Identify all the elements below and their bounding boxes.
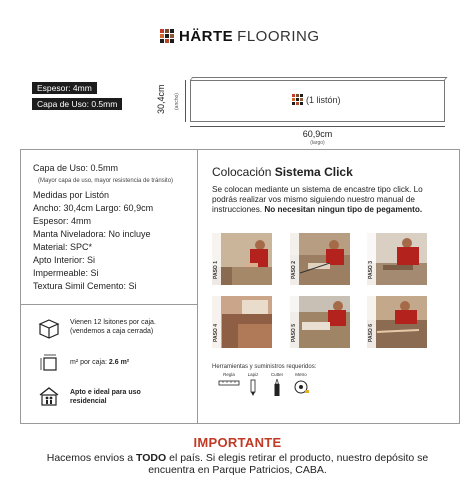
plank-label <box>292 94 341 105</box>
important-line1-pre: Hacemos envios a <box>46 452 137 464</box>
brand-mark-square <box>292 98 295 101</box>
step-label: PASO 3 <box>368 261 374 279</box>
brand-mark-square <box>160 34 164 38</box>
height-sub: (ancho) <box>174 93 180 110</box>
tape-measure-icon <box>286 379 316 395</box>
important-line2: encuentra en Parque Patricios, CABA. <box>148 464 327 476</box>
step-photo-5 <box>290 296 350 348</box>
important-title: IMPORTANTE <box>193 435 282 450</box>
tool-name: Metro <box>295 372 307 377</box>
brand-mark-square <box>170 39 174 43</box>
width-sub: (largo) <box>310 140 325 146</box>
install-desc-main: Se colocan mediante un sistema de encastre tipo click. Lo podrás realizar vos mismo siguiendo nuestro manual de instrucciones. <box>212 185 423 214</box>
step-label: PASO 4 <box>213 324 219 342</box>
brand-mark-square <box>165 39 169 43</box>
feature-box-line2: (vendemos a caja cerrada) <box>70 328 154 335</box>
spec-row: Textura Simil Cemento: Si <box>33 281 137 291</box>
card-divider-vertical <box>197 149 198 424</box>
spec-row: Material: SPC* <box>33 242 93 252</box>
card-divider-horizontal <box>20 304 197 305</box>
width-value: 60,9cm <box>302 129 333 139</box>
step-label: PASO 2 <box>291 261 297 279</box>
brand-mark-square <box>165 34 169 38</box>
brand-mark-icon <box>292 94 303 105</box>
tool-name: Regla <box>223 372 235 377</box>
brand-name: HÄRTE <box>179 27 234 45</box>
brand-mark-square <box>170 29 174 33</box>
width-dimension-line <box>190 126 445 127</box>
brand-logo <box>160 26 320 46</box>
brand-mark-square <box>160 39 164 43</box>
spec-row: Apto Interior: Si <box>33 255 96 265</box>
step-photo-6 <box>367 296 427 348</box>
feature-home <box>38 385 141 407</box>
feature-box <box>38 318 156 340</box>
step-label: PASO 6 <box>368 324 374 342</box>
step-photo-4 <box>212 296 272 348</box>
width-dimension <box>190 129 445 146</box>
step-photo-1 <box>212 233 272 285</box>
area-icon <box>38 352 60 374</box>
install-title-bold: Sistema Click <box>274 165 353 179</box>
important-line1-bold: TODO <box>136 452 167 464</box>
brand-mark-square <box>296 98 299 101</box>
spec-row: Medidas por Listón <box>33 190 110 200</box>
brand-mark-square <box>165 29 169 33</box>
capa-uso-pill: Capa de Uso: 0.5mm <box>32 98 122 110</box>
height-dimension <box>156 80 190 122</box>
tools-label: Herramientas y suministros requeridos: <box>212 364 317 370</box>
step-label: PASO 5 <box>291 324 297 342</box>
brand-sub: FLOORING <box>237 27 320 45</box>
step-label: PASO 1 <box>213 261 219 279</box>
feature-area <box>38 352 129 374</box>
feature-home-line2: residencial <box>70 398 107 405</box>
step-photo-3 <box>367 233 427 285</box>
brand-mark-square <box>300 102 303 105</box>
height-value: 30,4cm <box>156 84 166 114</box>
feature-home-line1: Apto e ideal para uso <box>70 389 141 396</box>
install-title-prefix: Colocación <box>212 165 275 179</box>
spec-capa-uso: Capa de Uso: 0.5mm <box>33 163 119 173</box>
feature-area-label: m² por caja: <box>70 359 109 366</box>
install-desc-bold: No necesitan ningun tipo de pegamento. <box>264 205 423 214</box>
brand-mark-square <box>296 94 299 97</box>
tool-name: Cutter <box>270 372 284 377</box>
spec-row: Impermeable: Si <box>33 268 99 278</box>
spec-row: Manta Niveladora: No incluye <box>33 229 151 239</box>
brand-mark-icon <box>160 29 174 43</box>
install-description <box>212 185 448 215</box>
brand-mark-square <box>160 29 164 33</box>
box-icon <box>38 318 60 340</box>
espesor-pill: Espesor: 4mm <box>32 82 97 94</box>
install-title <box>212 165 353 179</box>
important-line1-post: el país. Si elegis retirar el producto, nuestro depósito se <box>166 452 429 464</box>
spec-row: Ancho: 30,4cm Largo: 60,9cm <box>33 203 154 213</box>
important-body <box>40 452 435 476</box>
tool-name: Lapiz <box>247 372 259 377</box>
step-photo-2 <box>290 233 350 285</box>
brand-mark-square <box>292 94 295 97</box>
tool-metro <box>286 372 316 395</box>
plank-label-text: (1 listón) <box>306 94 341 105</box>
spec-capa-note: (Mayor capa de uso, mayor resistencia de tránsito) <box>38 178 174 184</box>
brand-mark-square <box>300 98 303 101</box>
brand-mark-square <box>300 94 303 97</box>
brand-mark-square <box>296 102 299 105</box>
home-family-icon <box>38 385 60 407</box>
spec-row: Espesor: 4mm <box>33 216 92 226</box>
feature-area-value: 2.6 m² <box>108 359 130 366</box>
brand-mark-square <box>170 34 174 38</box>
brand-mark-square <box>292 102 295 105</box>
feature-box-line1: Vienen 12 lsitones por caja. <box>70 319 156 326</box>
